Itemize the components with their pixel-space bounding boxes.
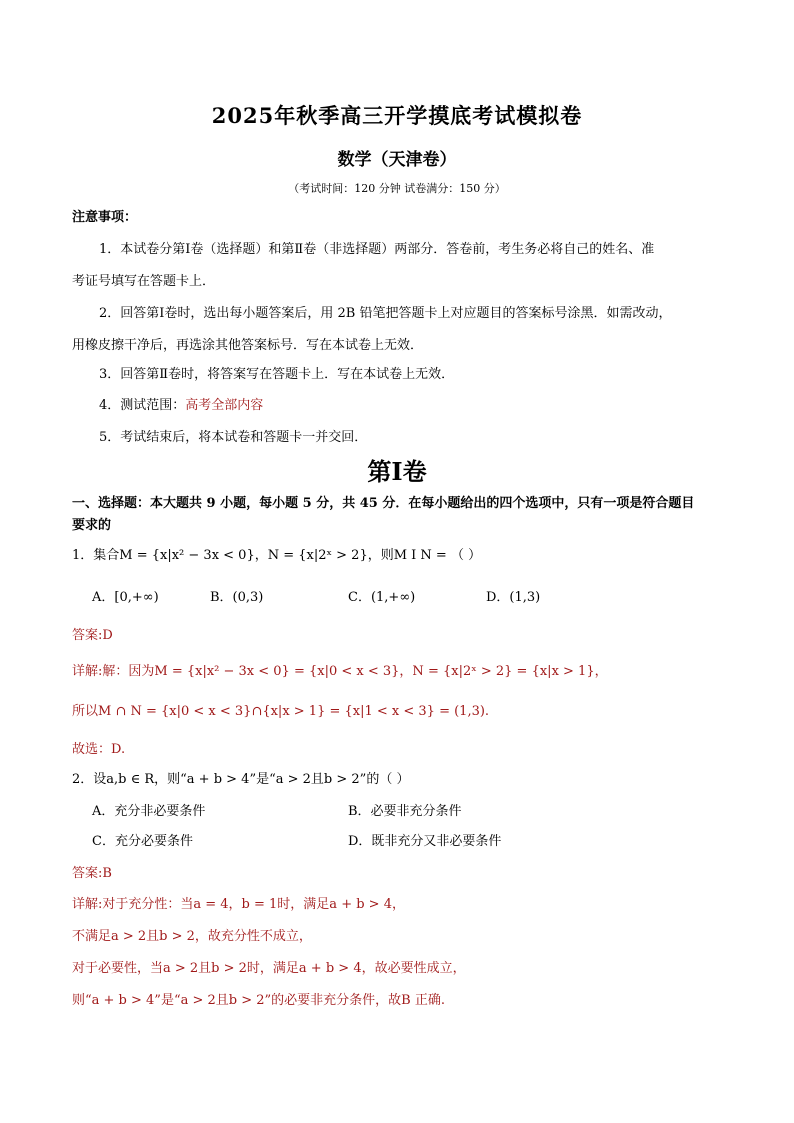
notice-item-4 xyxy=(99,394,263,413)
notice-item-1-line-1: 1．本试卷分第Ⅰ卷（选择题）和第Ⅱ卷（非选择题）两部分．答卷前，考生务必将自己的姓名、准 xyxy=(99,242,655,257)
q1-explain-1: 详解:解：因为M = {x|x² − 3x < 0} = {x|0 < x < 3}，N = {x|2ˣ > 2} = {x|x > 1}， xyxy=(72,664,608,679)
q1-answer: 答案:D xyxy=(72,628,113,643)
q2-option-b: B．必要非充分条件 xyxy=(348,804,462,819)
q1-option-a: A．[0,+∞) xyxy=(92,590,159,605)
q1-conclusion: 故选：D. xyxy=(72,742,126,757)
notice-item-1-line-2: 考证号填写在答题卡上． xyxy=(72,274,216,289)
q2-option-d: D．既非充分又非必要条件 xyxy=(348,834,502,849)
q2-explain-1: 详解:对于充分性：当a = 4，b = 1时，满足a + b > 4， xyxy=(72,897,405,912)
notice-item-5: 5．考试结束后，将本试卷和答题卡一并交回． xyxy=(99,430,368,445)
notice-item-2-line-2: 用橡皮擦干净后，再选涂其他答案标号．写在本试卷上无效． xyxy=(72,338,424,353)
exam-title: 2025年秋季高三开学摸底考试模拟卷 xyxy=(211,103,583,128)
notice-item-4-value: 高考全部内容 xyxy=(185,398,264,413)
q2-explain-3: 对于必要性，当a > 2且b > 2时，满足a + b > 4，故必要性成立， xyxy=(72,961,466,976)
exam-subtitle: 数学（天津卷） xyxy=(337,150,457,170)
exam-meta: （考试时间：120 分钟 试卷满分：150 分） xyxy=(288,182,506,195)
notice-item-3: 3．回答第Ⅱ卷时，将答案写在答题卡上．写在本试卷上无效． xyxy=(99,367,455,382)
section-intro-line-2: 要求的 xyxy=(72,518,112,533)
q2-explain-4: 则“a + b > 4”是“a > 2且b > 2”的必要非充分条件，故B 正确. xyxy=(72,993,445,1008)
q1-option-d: D．(1,3) xyxy=(486,590,541,605)
q2-option-c: C．充分必要条件 xyxy=(92,834,193,849)
q2-explain-2: 不满足a > 2且b > 2，故充分性不成立， xyxy=(72,929,312,944)
notice-item-2-line-1: 2．回答第Ⅰ卷时，选出每小题答案后，用 2B 铅笔把答题卡上对应题目的答案标号涂黑．如需改动， xyxy=(99,306,672,321)
q1-option-c: C．(1,+∞) xyxy=(348,590,416,605)
q1-explain-2: 所以M ∩ N = {x|0 < x < 3}∩{x|x > 1} = {x|1 < x < 3} = (1,3). xyxy=(72,704,490,719)
notice-heading: 注意事项： xyxy=(72,210,138,225)
q2-option-a: A．充分非必要条件 xyxy=(92,804,206,819)
q1-stem: 1．集合M = {x|x² − 3x < 0}，N = {x|2ˣ > 2}，则M I N = （ ） xyxy=(72,548,482,563)
q1-option-b: B．(0,3) xyxy=(210,590,264,605)
notice-item-4-label: 4．测试范围： xyxy=(99,398,186,413)
section-heading: 第Ⅰ卷 xyxy=(367,457,427,486)
q2-answer: 答案:B xyxy=(72,866,112,881)
section-intro-line-1: 一、选择题：本大题共 9 小题，每小题 5 分，共 45 分．在每小题给出的四个选项中，只有一项是符合题目 xyxy=(72,496,695,511)
q2-stem: 2．设a,b ∈ R，则“a + b > 4”是“a > 2且b > 2”的（ ） xyxy=(72,772,410,787)
